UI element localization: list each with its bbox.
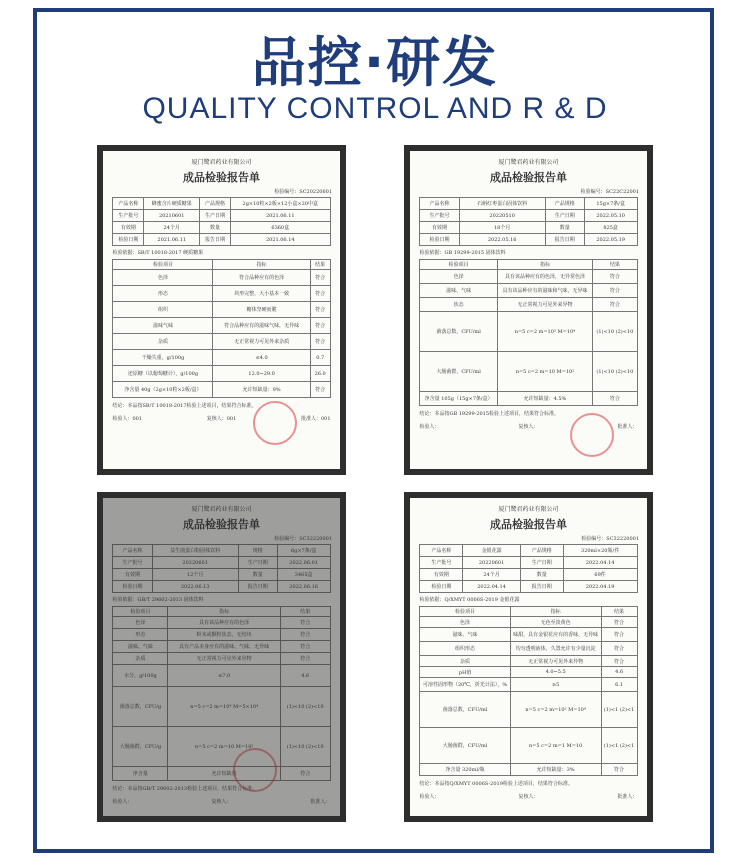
table-cell: 金银花露 (463, 545, 521, 557)
table-cell: 指标 (168, 607, 281, 617)
table-cell: 规格 (238, 545, 277, 557)
table-cell: 检验项目 (420, 607, 510, 617)
table-cell: 生产批号 (113, 557, 152, 569)
table-cell: 15g×7条/盒 (584, 198, 637, 210)
seal-stamp (570, 413, 614, 457)
table-cell: 滋味、气味 (420, 628, 510, 642)
signature-label: 检验人：001 (112, 416, 143, 422)
table-cell: 12个月 (152, 569, 238, 581)
table-cell: 无正常视力可见外来异物 (168, 653, 281, 665)
table-cell: 符合品种应有的滋味气味，无异味 (213, 318, 310, 334)
report-sheet (103, 151, 340, 469)
report-number: 检验编号：SC20220601 (274, 189, 332, 195)
signature-label: 批准人：001 (300, 416, 331, 422)
table-cell: 色泽 (420, 270, 497, 284)
table-cell: 色泽 (420, 617, 510, 628)
table-cell: n=5 c=2 m=10 M=10² (497, 352, 592, 392)
table-cell: ≤7.0 (168, 665, 281, 687)
table-cell: 4.6 (280, 665, 330, 687)
signature-label: 批准人： (310, 799, 331, 805)
table-cell: 符合 (593, 270, 637, 284)
table-cell: 无色至淡黄色 (510, 617, 601, 628)
table-cell: 2g×10粒×2板×12小盒×20中盒 (231, 198, 330, 210)
report-title: 成品检验报告单 (183, 171, 260, 184)
table-cell: 报告日期 (545, 234, 584, 246)
report-card-3 (97, 492, 346, 822)
table-cell: 净含量 40g（2g×10粒×2板/盒） (113, 382, 213, 398)
table-cell: 无正常视力可见外来异物 (510, 656, 601, 667)
table-cell: 结果 (601, 607, 637, 617)
report-basis: 检验依据：Q/XMYT 0006S-2019 金银花露 (419, 597, 520, 603)
table-cell: 4.6 (601, 667, 637, 678)
table-cell: 检验日期 (113, 581, 152, 593)
table-cell: 无正常视力可见外来杂质 (213, 334, 310, 350)
table-cell: 2022.06.01 (277, 557, 330, 569)
report-card-1 (97, 145, 346, 475)
table-cell: 24个月 (144, 222, 200, 234)
table-cell: 检验项目 (113, 607, 168, 617)
table-cell: 符合 (280, 641, 330, 653)
report-basis: 检验依据：SB/T 10018-2017 硬质糖果 (112, 250, 204, 256)
table-cell: 有效期 (113, 222, 144, 234)
signature-label: 批准人： (617, 794, 638, 800)
table-cell: 净含量 320ml/瓶 (420, 764, 510, 776)
table-cell: 结果 (593, 260, 637, 270)
table-cell: (1)<1 (2)<1 (601, 692, 637, 728)
table-cell: 符合 (310, 382, 330, 398)
table-cell: 具有产品本身应有的滋味、气味，无异味 (168, 641, 281, 653)
table-cell: 2022.06.16 (277, 581, 330, 593)
report-signatures (112, 415, 330, 422)
table-cell: 18个月 (459, 222, 545, 234)
table-cell: 符合 (601, 764, 637, 776)
report-company: 厦门鹭君药业有限公司 (191, 159, 252, 166)
table-cell: 产品名称 (113, 545, 152, 557)
table-cell: 4.0~5.5 (510, 667, 601, 678)
table-cell: 符合 (601, 642, 637, 656)
table-cell: 数量 (520, 569, 563, 581)
report-info-table (112, 544, 330, 593)
table-cell: 色泽 (113, 270, 213, 286)
table-cell: 有效期 (420, 222, 459, 234)
report-conclusion: 结论：本品按GB/T 29602-2013检验上述项目，结果符合标准。 (112, 786, 258, 792)
table-cell: 指标 (510, 607, 601, 617)
table-cell: 有效期 (420, 569, 463, 581)
seal-stamp (233, 748, 277, 792)
report-info-table (112, 197, 330, 246)
report-number: 检验编号：SC22C22001 (580, 189, 639, 195)
table-cell: 检验日期 (420, 581, 463, 593)
table-cell: 状态 (420, 298, 497, 312)
table-cell: 形态 (113, 286, 213, 302)
table-cell: 符合 (310, 334, 330, 350)
table-cell: 允许短缺量：9% (213, 382, 310, 398)
table-cell: 2022.06.13 (152, 581, 238, 593)
table-cell: 20220601 (463, 557, 521, 569)
table-cell: (1)<10 (2)<10 (593, 352, 637, 392)
table-cell: 6.1 (601, 678, 637, 692)
table-cell: 符合 (280, 653, 330, 665)
table-cell: 符合 (310, 318, 330, 334)
report-company: 厦门鹭君药业有限公司 (498, 506, 559, 513)
seal-stamp (253, 401, 297, 445)
report-sheet (410, 498, 647, 816)
table-cell: 检验项目 (420, 260, 497, 270)
table-cell: 生产日期 (520, 557, 563, 569)
table-cell: 符合 (310, 286, 330, 302)
table-cell: 生产日期 (200, 210, 231, 222)
table-cell: 产品名称 (420, 545, 463, 557)
table-cell: 生产批号 (113, 210, 144, 222)
report-company: 厦门鹭君药业有限公司 (498, 159, 559, 166)
report-basis: 检验依据：GB/T 29602-2013 固体饮料 (112, 597, 204, 603)
report-info-table (419, 197, 637, 246)
report-card-2 (404, 145, 653, 475)
table-cell: 生产批号 (420, 557, 463, 569)
table-cell: 还原糖（以葡萄糖计），g/100g (113, 366, 213, 382)
table-cell: ≤4.0 (213, 350, 310, 366)
table-cell: 干燥失重，g/100g (113, 350, 213, 366)
table-cell: 符合 (280, 629, 330, 641)
report-title: 成品检验报告单 (490, 518, 567, 531)
table-cell: 结果 (280, 607, 330, 617)
table-cell: 符合 (593, 392, 637, 406)
table-cell: 糖体坚硬而脆 (213, 302, 310, 318)
report-signatures (419, 793, 637, 800)
report-items-table (419, 606, 637, 776)
table-cell: 20220510 (459, 210, 545, 222)
table-cell: (1)<10 (2)<10 (593, 312, 637, 352)
signature-label: 复核人： (518, 794, 539, 800)
report-items-table (419, 259, 637, 406)
table-cell: 块形完整，大小基本一致 (213, 286, 310, 302)
signature-label: 检验人： (112, 799, 133, 805)
report-title: 成品检验报告单 (490, 171, 567, 184)
table-cell: 净含量 (113, 767, 168, 781)
table-cell: 无正常视力可见外来异物 (497, 298, 592, 312)
table-cell: n=5 c=2 m=10⁴ M=5×10⁴ (168, 687, 281, 727)
table-cell: 数量 (200, 222, 231, 234)
report-basis: 检验依据：GB 19299-2015 固体饮料 (419, 250, 506, 256)
table-cell: 20210601 (144, 210, 200, 222)
report-company: 厦门鹭君药业有限公司 (191, 506, 252, 513)
report-conclusion: 结论：本品按GB 19299-2015检验上述项目，结果符合标准。 (419, 411, 560, 417)
table-cell: 12.0~29.0 (213, 366, 310, 382)
table-cell: 产品名称 (113, 198, 144, 210)
signature-label: 批准人： (617, 424, 638, 430)
table-cell: 有效期 (113, 569, 152, 581)
table-cell: 产品名称 (420, 198, 459, 210)
report-card-4 (404, 492, 653, 822)
table-cell: 大肠菌群，CFU/ml (420, 728, 510, 764)
table-cell: 大肠菌群，CFU/g (113, 727, 168, 767)
report-sheet (410, 151, 647, 469)
page-subtitle: QUALITY CONTROL AND R & D (142, 92, 608, 125)
table-cell: 净含量 105g（15g×7条/盒） (420, 392, 497, 406)
table-cell: 符合 (593, 298, 637, 312)
table-cell: 符合品种应有的色泽 (213, 270, 310, 286)
table-cell: 报告日期 (200, 234, 231, 246)
table-cell: 2021.06.11 (144, 234, 200, 246)
report-number: 检验编号：SC32220001 (581, 536, 639, 542)
table-cell: 味甜，具有金银花应有的香味，无异味 (510, 628, 601, 642)
page-title: 品控·研发 (251, 31, 499, 94)
table-cell: 数量 (238, 569, 277, 581)
signature-label: 复核人：001 (206, 416, 237, 422)
table-cell: 符合 (601, 628, 637, 642)
table-cell: 生产日期 (238, 557, 277, 569)
signature-label: 检验人： (419, 424, 440, 430)
report-signatures (112, 798, 330, 805)
table-cell: 69件 (563, 569, 637, 581)
table-cell: 组织 (113, 302, 213, 318)
table-cell: 数量 (545, 222, 584, 234)
table-cell: 2021.06.11 (231, 210, 330, 222)
signature-label: 检验人： (419, 794, 440, 800)
table-cell: 结果 (310, 260, 330, 270)
table-cell: 符合 (310, 270, 330, 286)
table-cell: 生产日期 (545, 210, 584, 222)
report-items-table (112, 606, 330, 781)
table-cell: 杂质 (113, 334, 213, 350)
table-cell: 2022.05.19 (584, 234, 637, 246)
table-cell: (1)<10 (2)<10 (280, 727, 330, 767)
table-cell: 大肠菌群，CFU/ml (420, 352, 497, 392)
table-cell: 符合 (280, 767, 330, 781)
table-cell: 0.7 (310, 350, 330, 366)
table-cell: 滋味气味 (113, 318, 213, 334)
table-cell: 825盒 (584, 222, 637, 234)
table-cell: 益生菌蛋白粉固体饮料 (152, 545, 238, 557)
table-cell: 符合 (601, 617, 637, 628)
table-cell: 形态 (113, 629, 168, 641)
table-cell: 指标 (213, 260, 310, 270)
table-cell: 均匀透明液体，久置允许有少量沉淀 (510, 642, 601, 656)
table-cell: 2021.06.14 (231, 234, 330, 246)
report-info-table (419, 544, 637, 593)
table-cell: n=5 c=2 m=10 M=10² (168, 727, 281, 767)
table-cell: 符合 (310, 302, 330, 318)
table-cell: 6g×7条/盒 (277, 545, 330, 557)
table-cell: 粉末或颗粒状态，无结块 (168, 629, 281, 641)
table-cell: n=5 c=2 m=1 M=10 (510, 728, 601, 764)
table-cell: 检验项目 (113, 260, 213, 270)
table-cell: 报告日期 (238, 581, 277, 593)
table-cell: 指标 (497, 260, 592, 270)
signature-label: 复核人： (518, 424, 539, 430)
table-cell: 水分，g/100g (113, 665, 168, 687)
table-cell: 滋味、气味 (420, 284, 497, 298)
table-cell: 产品规格 (545, 198, 584, 210)
report-conclusion: 结论：本品按Q/XMYT 0006S-2019检验上述项目，结果符合标准。 (419, 781, 573, 787)
report-items-table (112, 259, 330, 398)
table-cell: 允许短缺量：3% (510, 764, 601, 776)
table-cell: 杂质 (420, 656, 510, 667)
table-cell: 菌落总数，CFU/ml (420, 692, 510, 728)
report-number: 检验编号：SC32220001 (274, 536, 332, 542)
table-cell: 符合 (280, 617, 330, 629)
table-cell: 具有该品种应有的色泽，无异常色泽 (497, 270, 592, 284)
table-cell: 生产批号 (420, 210, 459, 222)
table-cell: 蜂蜜含片硬质糖果 (144, 198, 200, 210)
table-cell: 报告日期 (520, 581, 563, 593)
table-cell: n=5 c=2 m=10² M=10⁴ (510, 692, 601, 728)
table-cell: 2022.04.19 (563, 581, 637, 593)
table-cell: 检验日期 (113, 234, 144, 246)
table-cell: 3465盒 (277, 569, 330, 581)
table-cell: 检验日期 (420, 234, 459, 246)
report-title: 成品检验报告单 (183, 518, 260, 531)
table-cell: (1)<10 (2)<10 (280, 687, 330, 727)
table-cell: 产品规格 (520, 545, 563, 557)
table-cell: 26.0 (310, 366, 330, 382)
table-cell: 允许短缺量 (168, 767, 281, 781)
table-cell: 6360盒 (231, 222, 330, 234)
table-cell: 2022.04.14 (563, 557, 637, 569)
table-cell: 2022.05.16 (459, 234, 545, 246)
table-cell: 具有该品种应有的滋味和气味，无异味 (497, 284, 592, 298)
table-cell: 菌落总数，CFU/ml (420, 312, 497, 352)
table-cell: 符合 (601, 656, 637, 667)
report-sheet (103, 498, 340, 816)
table-cell: 组织形态 (420, 642, 510, 656)
table-cell: 滋味、气味 (113, 641, 168, 653)
table-cell: (1)<1 (2)<1 (601, 728, 637, 764)
table-cell: 320ml×20瓶/件 (563, 545, 637, 557)
table-cell: 允许短缺量：4.5% (497, 392, 592, 406)
table-cell: 石斛红枣蛋白固体饮料 (459, 198, 545, 210)
table-cell: 产品规格 (200, 198, 231, 210)
table-cell: 2022.04.14 (463, 581, 521, 593)
table-cell: ≥5 (510, 678, 601, 692)
table-cell: 菌落总数，CFU/g (113, 687, 168, 727)
table-cell: 24个月 (463, 569, 521, 581)
table-cell: 符合 (593, 284, 637, 298)
table-cell: 可溶性固形物（20℃，折光计法），% (420, 678, 510, 692)
table-cell: pH值 (420, 667, 510, 678)
table-cell: 2022.05.10 (584, 210, 637, 222)
table-cell: 20220601 (152, 557, 238, 569)
table-cell: n=5 c=2 m=10³ M=10⁴ (497, 312, 592, 352)
table-cell: 具有该品种应有的色泽 (168, 617, 281, 629)
signature-label: 复核人： (211, 799, 232, 805)
report-conclusion: 结论：本品按SB/T 10018-2017检验上述项目，结果符合标准。 (112, 403, 257, 409)
table-cell: 色泽 (113, 617, 168, 629)
table-cell: 杂质 (113, 653, 168, 665)
